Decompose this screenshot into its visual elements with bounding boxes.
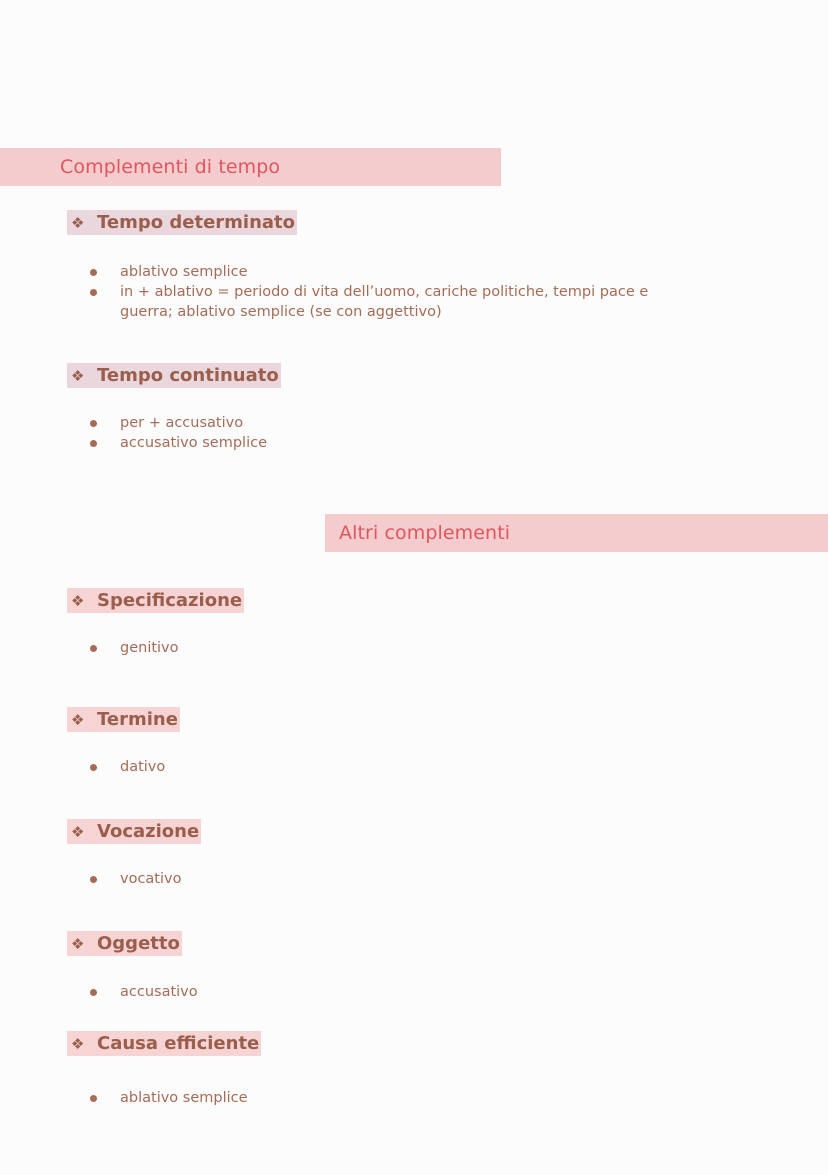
heading-specificazione xyxy=(67,588,244,613)
heading-label: Tempo continuato xyxy=(97,365,279,386)
bullet-icon xyxy=(90,440,97,447)
list-item-text: genitivo xyxy=(120,640,179,656)
list-item xyxy=(90,433,680,453)
bullet-list xyxy=(90,638,680,658)
list-item xyxy=(90,282,680,322)
list-item xyxy=(90,757,680,777)
section-band-tempo xyxy=(0,148,501,186)
diamond-icon: ❖ xyxy=(71,1034,85,1053)
heading-label: Vocazione xyxy=(97,821,200,842)
diamond-icon: ❖ xyxy=(71,591,85,610)
diamond-icon: ❖ xyxy=(71,366,85,385)
bullet-list xyxy=(90,262,680,322)
list-item-text: dativo xyxy=(120,759,166,775)
bullet-list xyxy=(90,869,680,889)
section-title: Complementi di tempo xyxy=(60,156,281,178)
heading-vocazione xyxy=(67,819,201,844)
list-item xyxy=(90,638,680,658)
list-item-text: per + accusativo xyxy=(120,415,244,431)
list-item-text: in + ablativo = periodo di vita dell’uomo, cariche politiche, tempi pace e guerra; ablativo semplice (se con aggettivo) xyxy=(120,284,649,320)
bullet-icon xyxy=(90,289,97,296)
heading-label: Tempo determinato xyxy=(97,212,296,233)
bullet-icon xyxy=(90,764,97,771)
heading-tempo-continuato xyxy=(67,363,281,388)
diamond-icon: ❖ xyxy=(71,934,85,953)
bullet-list xyxy=(90,1088,680,1108)
section-title: Altri complementi xyxy=(339,522,511,544)
list-item-text: ablativo semplice xyxy=(120,1090,248,1106)
list-item xyxy=(90,1088,680,1108)
diamond-icon: ❖ xyxy=(71,213,85,232)
bullet-icon xyxy=(90,1095,97,1102)
heading-termine xyxy=(67,707,180,732)
heading-label: Termine xyxy=(97,709,178,730)
diamond-icon: ❖ xyxy=(71,710,85,729)
heading-label: Specificazione xyxy=(97,590,243,611)
heading-oggetto xyxy=(67,931,182,956)
bullet-icon xyxy=(90,420,97,427)
list-item xyxy=(90,413,680,433)
bullet-icon xyxy=(90,876,97,883)
bullet-icon xyxy=(90,989,97,996)
list-item xyxy=(90,869,680,889)
diamond-icon: ❖ xyxy=(71,822,85,841)
bullet-list xyxy=(90,413,680,453)
list-item-text: accusativo semplice xyxy=(120,435,267,451)
bullet-list xyxy=(90,982,680,1002)
list-item-text: vocativo xyxy=(120,871,182,887)
list-item xyxy=(90,982,680,1002)
heading-label: Causa efficiente xyxy=(97,1033,260,1054)
heading-causa-efficiente xyxy=(67,1031,261,1056)
bullet-list xyxy=(90,757,680,777)
heading-label: Oggetto xyxy=(97,933,180,954)
bullet-icon xyxy=(90,269,97,276)
section-band-altri xyxy=(325,514,828,552)
list-item xyxy=(90,262,680,282)
list-item-text: accusativo xyxy=(120,984,198,1000)
heading-tempo-determinato xyxy=(67,210,297,235)
list-item-text: ablativo semplice xyxy=(120,264,248,280)
bullet-icon xyxy=(90,645,97,652)
